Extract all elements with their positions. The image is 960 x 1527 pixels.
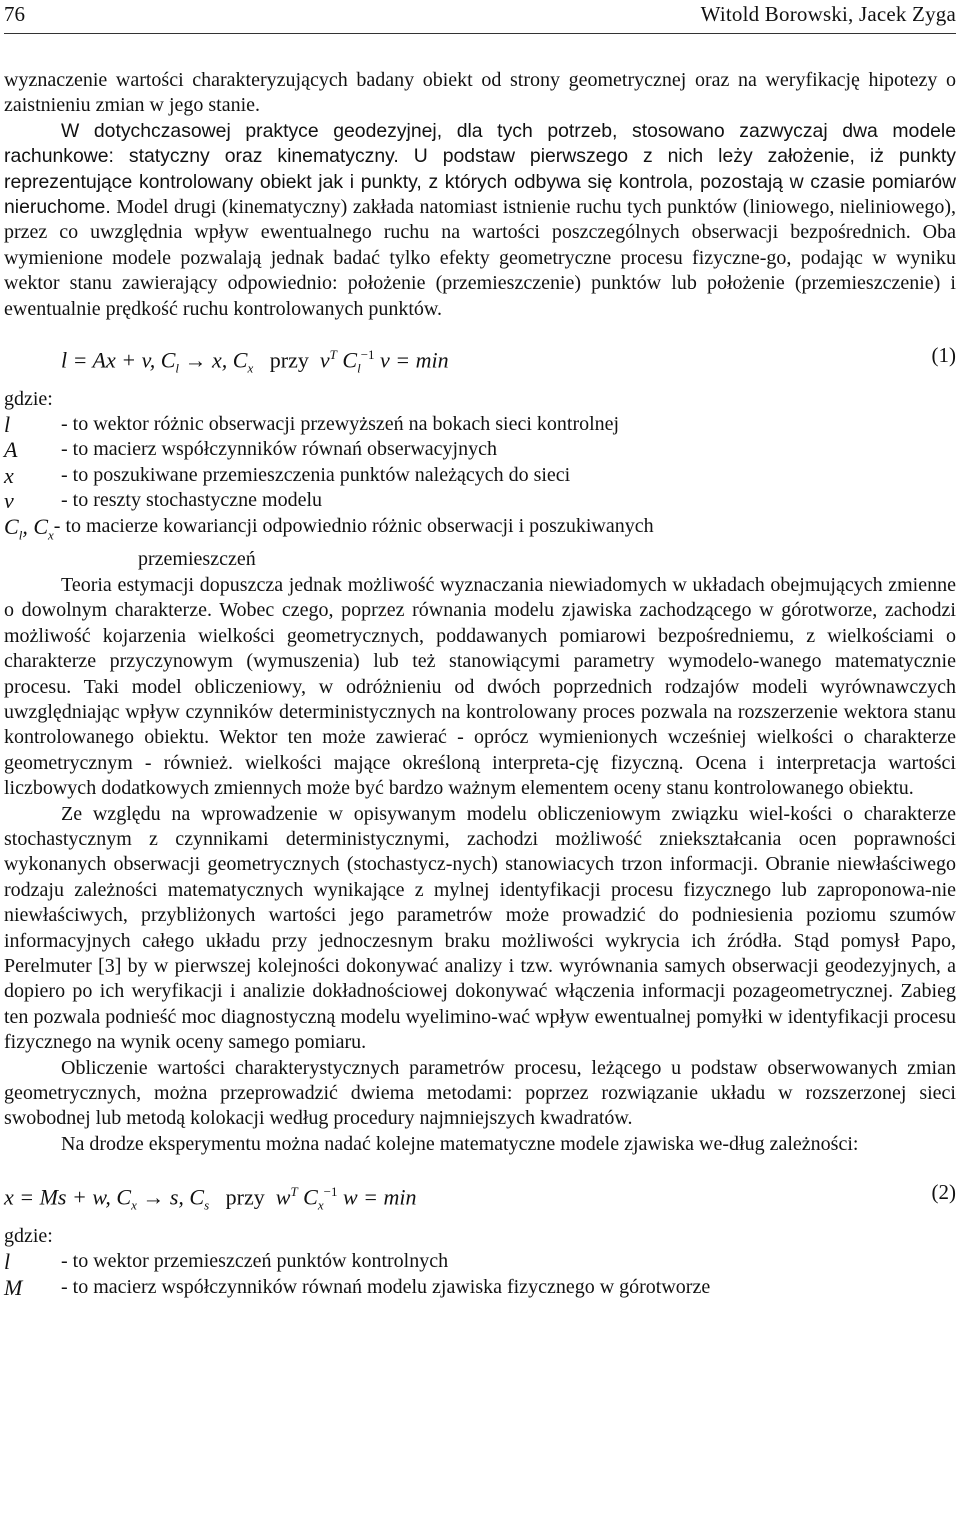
equation-1 — [4, 330, 956, 380]
defs-2-list — [4, 1249, 956, 1300]
definition-item: v - to reszty stochastyczne modelu — [4, 488, 323, 514]
page-number: 76 — [4, 2, 25, 26]
definition-item: l - to wektor różnic obserwacji przewyższeń na bokach sieci kontrolnej — [4, 412, 620, 438]
definition-item: M - to macierz współczynników równań modelu zjawiska fizycznego w górotworze — [4, 1274, 711, 1300]
running-header — [4, 0, 956, 34]
defs-2-heading: gdzie: — [4, 1225, 53, 1248]
definition-continuation: przemieszczeń — [138, 548, 256, 571]
paragraph-2 — [4, 119, 956, 322]
defs-1-heading: gdzie: — [4, 388, 53, 411]
paragraph-2-part-a: W dotychczasowej praktyce geodezyjnej, dla tych potrzeb, stosowano zazwyczaj dwa modele rachunkowe: statyczny oraz kinematyczny. U podstaw pierwszego z nich leży założenie, iż punkty reprezentujące kontrolowany obiekt jak i punkty, z których odbywa się kontrola, pozostają w czasie pomiarów nieruchome. — [4, 119, 956, 219]
paragraph-1: wyznaczenie wartości charakteryzujących badany obiekt od strony geometrycznej oraz na weryfikację hipotezy o zaistnieniu zmian w jego stanie. — [4, 69, 956, 117]
equation-1-expression: l = Ax + v, $C_l \to x$, $C_x$ przy $v^T$ $C_l^{-1}$ v = min — [61, 347, 449, 376]
paragraph-2-part-b: Model drugi (kinematyczny) zakłada natomiast istnienie ruchu tych punktów (liniowego, nieliniowego), przez co uwzględnia wpływ ewentualnego ruchu na wartości poszczególnych obserwacji bezpośrednich. Oba wymienione modele pozwalają jednak badać tylko efekty geometryczne procesu fizyczne-go, podając w wyniku wektor stanu zawierający odpowiednio: położenie (przemieszczenie) punktów lub położenie (przemieszczenie) i ewentualnie prędkość ruchu kontrolowanych punktów. — [4, 196, 956, 320]
definition-item: l - to wektor przemieszczeń punktów kontrolnych — [4, 1249, 449, 1275]
body-text — [4, 68, 956, 1300]
paragraph-3: Teoria estymacji dopuszcza jednak możliwość wyznaczania niewiadomych w układach obejmujących zmienne o dowolnym charakterze. Wobec czego, poprzez równania modelu zjawiska zachodzącego w górotworze, zachodzi możliwość kojarzenia wielkości geometrycznych, poddawanych pomiarowi bezpośredniemu, z wielkościami o charakterze przyczynowym (wymuszenia) lub też stanowiącymi parametry wymodelo-wanego matematycznie procesu. Taki model obliczeniowy, w odróżnieniu od dwóch poprzednich rodzajów modeli wyrównawczych uwzględniając wpływ czynników deterministycznych na kontrolowany proces pozwala na rozszerzenie wektora stanu kontrolowanego obiektu. Wektor ten może zawierać - oprócz wymienionych wcześniej wielkości o charakterze geometrycznym - również. wielkości mające określoną interpreta-cję fizyczną. Ocena i interpretacja wartości liczbowych dodatkowych zmiennych może być bardzo ważnym elementem oceny stanu kontrolowanego obiektu. — [4, 573, 956, 800]
equation-2 — [4, 1167, 956, 1217]
equation-2-expression: x = Ms + w, $C_x \to s$, $C_s$ przy $w^T$ $C_x^{-1}$ w = min — [4, 1184, 417, 1213]
paragraph-4: Ze względu na wprowadzenie w opisywanym modelu obliczeniowym związku wiel-kości o charakterze stochastycznym z czynnikami deterministycznymi, zachodzi możliwość zniekształcania ocen poprawności wykonanych obserwacji geometrycznych (stochastycz-nych) stanowiacych trzon informacji. Obranie niewłaściwego rodzaju zależności matematycznych wynikające z mylnej identyfikacji procesu fizycznego lub zaproponowa-nie niewłaściwych, przybliżonych wartości jego parametrów może prowadzić do podniesienia poziomu szumów informacyjnych całego układu przy jednoczesnym braku możliwości wykrycia ich źródła. Stąd pomysł Papo, Perelmuter [3] by w pierwszej kolejności dokonywać analizy i tzw. wyrównania samych obserwacji geodezyjnych, a dopiero po ich weryfikacji i analizie dokładnościowej dokonywać włączenia informacji pozageometrycznej. Zabieg ten pozwala podnieść moc diagnostyczną modelu wyelimino-wać wpływ ewentualnej pomyłki w identyfikacji procesu fizycznego na wynik oceny samego pomiaru. — [4, 802, 956, 1054]
running-authors: Witold Borowski, Jacek Zyga — [700, 2, 956, 26]
paragraph-5: Obliczenie wartości charakterystycznych parametrów procesu, leżącego u podstaw obserwowanych zmian geometrycznych, można przeprowadzić dwiema metodami: poprzez rozwiązanie układu w rozszerzonej sieci swobodnej lub metodą kolokacji według procedury najmniejszych kwadratów. — [4, 1056, 956, 1130]
definition-item: x - to poszukiwane przemieszczenia punktów należących do sieci — [4, 462, 571, 488]
definition-item: A - to macierz współczynników równań obserwacyjnych — [4, 437, 497, 463]
equation-1-number: (1) — [931, 343, 956, 368]
equation-2-number: (2) — [931, 1180, 956, 1205]
paragraph-6: Na drodze eksperymentu można nadać kolejne matematyczne modele zjawiska we-dług zależności: — [61, 1132, 859, 1155]
defs-1-list — [4, 412, 956, 573]
definition-item: $C_l$, $C_x$ - to macierze kowariancji odpowiednio różnic obserwacji i poszukiwanych — [4, 513, 654, 543]
